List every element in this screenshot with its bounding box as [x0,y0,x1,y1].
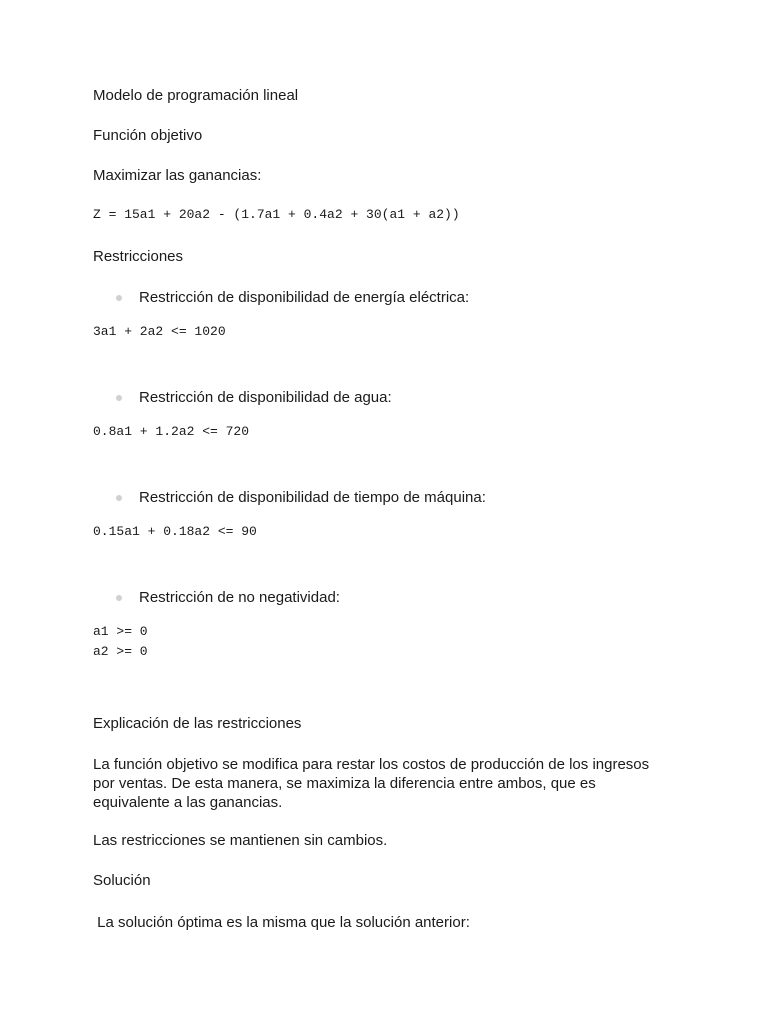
solution-heading: Solución [93,872,151,889]
constraint-formula-a2: a2 >= 0 [93,644,148,659]
bullet-icon [116,295,122,301]
objective-formula: Z = 15a1 + 20a2 - (1.7a1 + 0.4a2 + 30(a1 + a2)) [93,207,460,222]
constraint-label: Restricción de disponibilidad de agua: [139,389,392,406]
explanation-heading: Explicación de las restricciones [93,715,302,732]
constraint-formula-water: 0.8a1 + 1.2a2 <= 720 [93,424,250,439]
solution-text: La solución óptima es la misma que la solución anterior: [93,914,470,931]
objective-lead: Maximizar las ganancias: [93,167,262,184]
explanation-paragraph: La función objetivo se modifica para restar los costos de producción de los ingresos por ventas. De esta manera, se maximiza la diferencia entre ambos, que es equivalente a las ganancias. [93,756,650,811]
document-title: Modelo de programación lineal [93,87,299,104]
constraint-item-water [116,389,392,407]
constraint-formula-machine-time: 0.15a1 + 0.18a2 <= 90 [93,524,257,539]
constraint-item-machine-time [116,489,486,507]
constraint-formula-energy: 3a1 + 2a2 <= 1020 [93,324,226,339]
constraint-label: Restricción de disponibilidad de energía eléctrica: [139,289,470,306]
constraint-item-non-negativity [116,589,340,607]
constraint-item-energy [116,289,469,307]
objective-heading: Función objetivo [93,127,203,144]
bullet-icon [116,495,122,501]
constraint-label: Restricción de disponibilidad de tiempo de máquina: [139,489,486,506]
constraint-label: Restricción de no negatividad: [139,589,340,606]
constraints-note: Las restricciones se mantienen sin cambios. [93,832,388,849]
constraint-formula-a1: a1 >= 0 [93,624,148,639]
bullet-icon [116,595,122,601]
bullet-icon [116,395,122,401]
constraints-heading: Restricciones [93,248,184,265]
